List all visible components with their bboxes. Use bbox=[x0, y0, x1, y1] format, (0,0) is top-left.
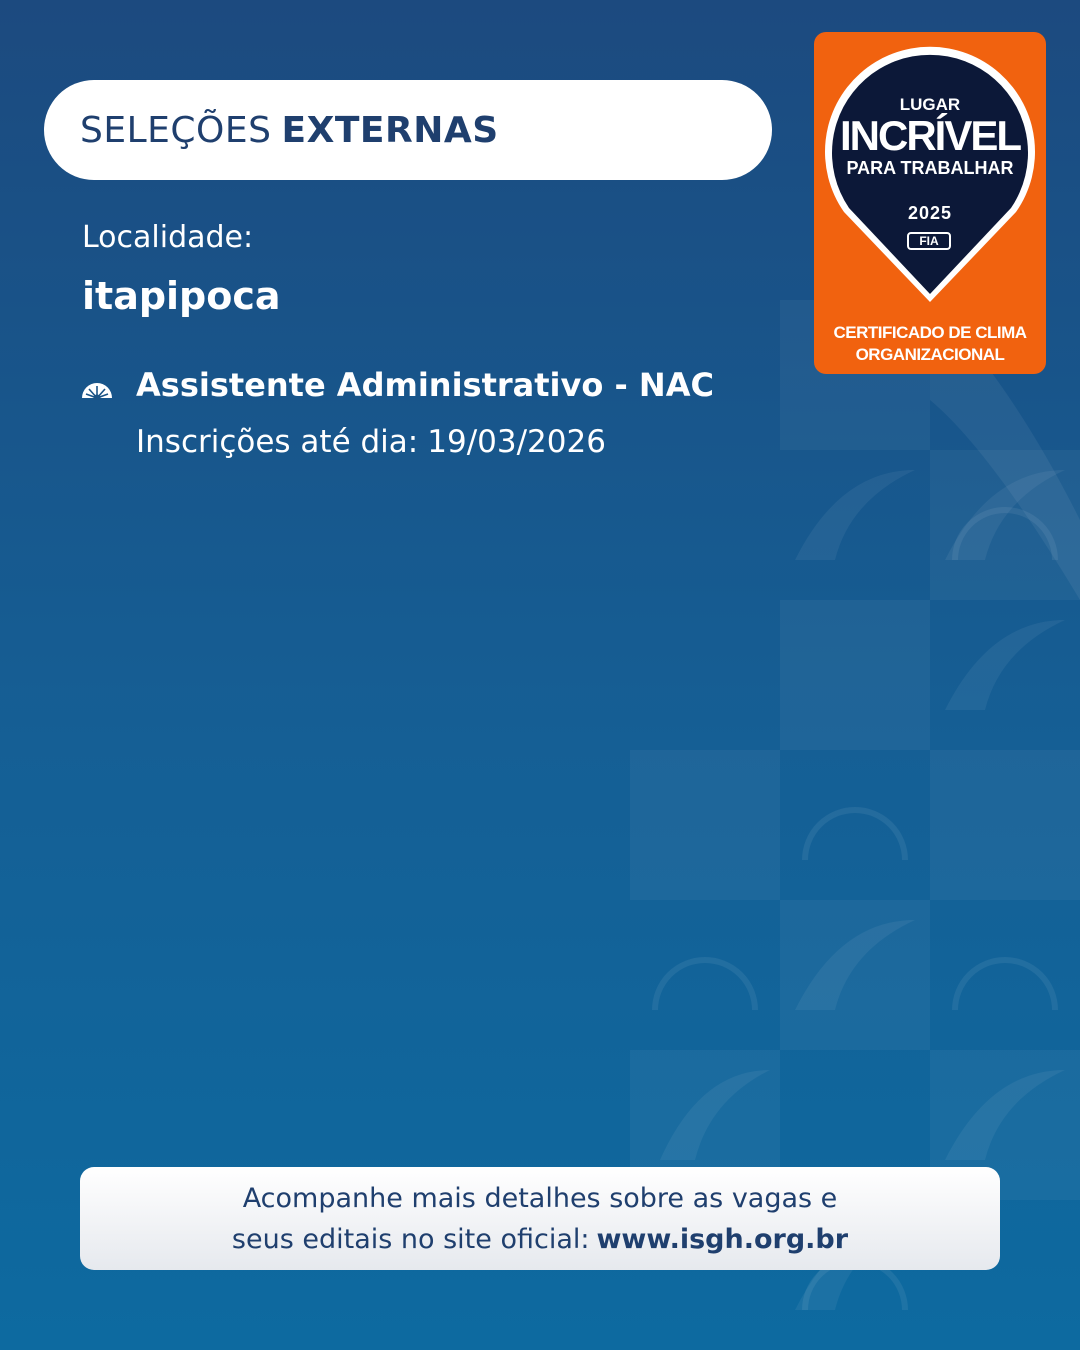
deadline-label: Inscrições até dia: bbox=[136, 424, 419, 460]
locality-label: Localidade: bbox=[82, 220, 254, 255]
badge-cert-line2: ORGANIZACIONAL bbox=[855, 345, 1005, 364]
header-pill bbox=[44, 80, 772, 180]
locality-value: itapipoca bbox=[82, 274, 281, 318]
badge-certificate-text bbox=[814, 322, 1046, 366]
badge-line-lugar: LUGAR bbox=[899, 95, 961, 114]
badge-line-incrivel: INCRÍVEL bbox=[839, 112, 1020, 159]
badge-year: 2025 bbox=[907, 203, 953, 223]
deadline-date: 19/03/2026 bbox=[427, 424, 606, 460]
badge-fia-logo: FIA bbox=[907, 232, 951, 250]
sun-logo-icon bbox=[81, 374, 113, 400]
header-title-light: SELEÇÕES bbox=[80, 109, 272, 151]
footer-line-2 bbox=[232, 1219, 848, 1260]
footer-line-1: Acompanhe mais detalhes sobre as vagas e bbox=[242, 1182, 838, 1214]
site-url: www.isgh.org.br bbox=[596, 1223, 849, 1255]
badge-cert-line1: CERTIFICADO DE CLIMA bbox=[833, 323, 1027, 342]
great-place-to-work-badge bbox=[814, 32, 1046, 374]
header-title-bold: EXTERNAS bbox=[281, 109, 499, 151]
footer-info-box bbox=[80, 1167, 1000, 1270]
job-title: Assistente Administrativo - NAC bbox=[136, 366, 714, 404]
badge-line-trabalhar: PARA TRABALHAR bbox=[846, 158, 1014, 178]
footer-line-2-prefix: seus editais no site oficial: bbox=[231, 1223, 590, 1255]
job-deadline bbox=[136, 424, 606, 460]
